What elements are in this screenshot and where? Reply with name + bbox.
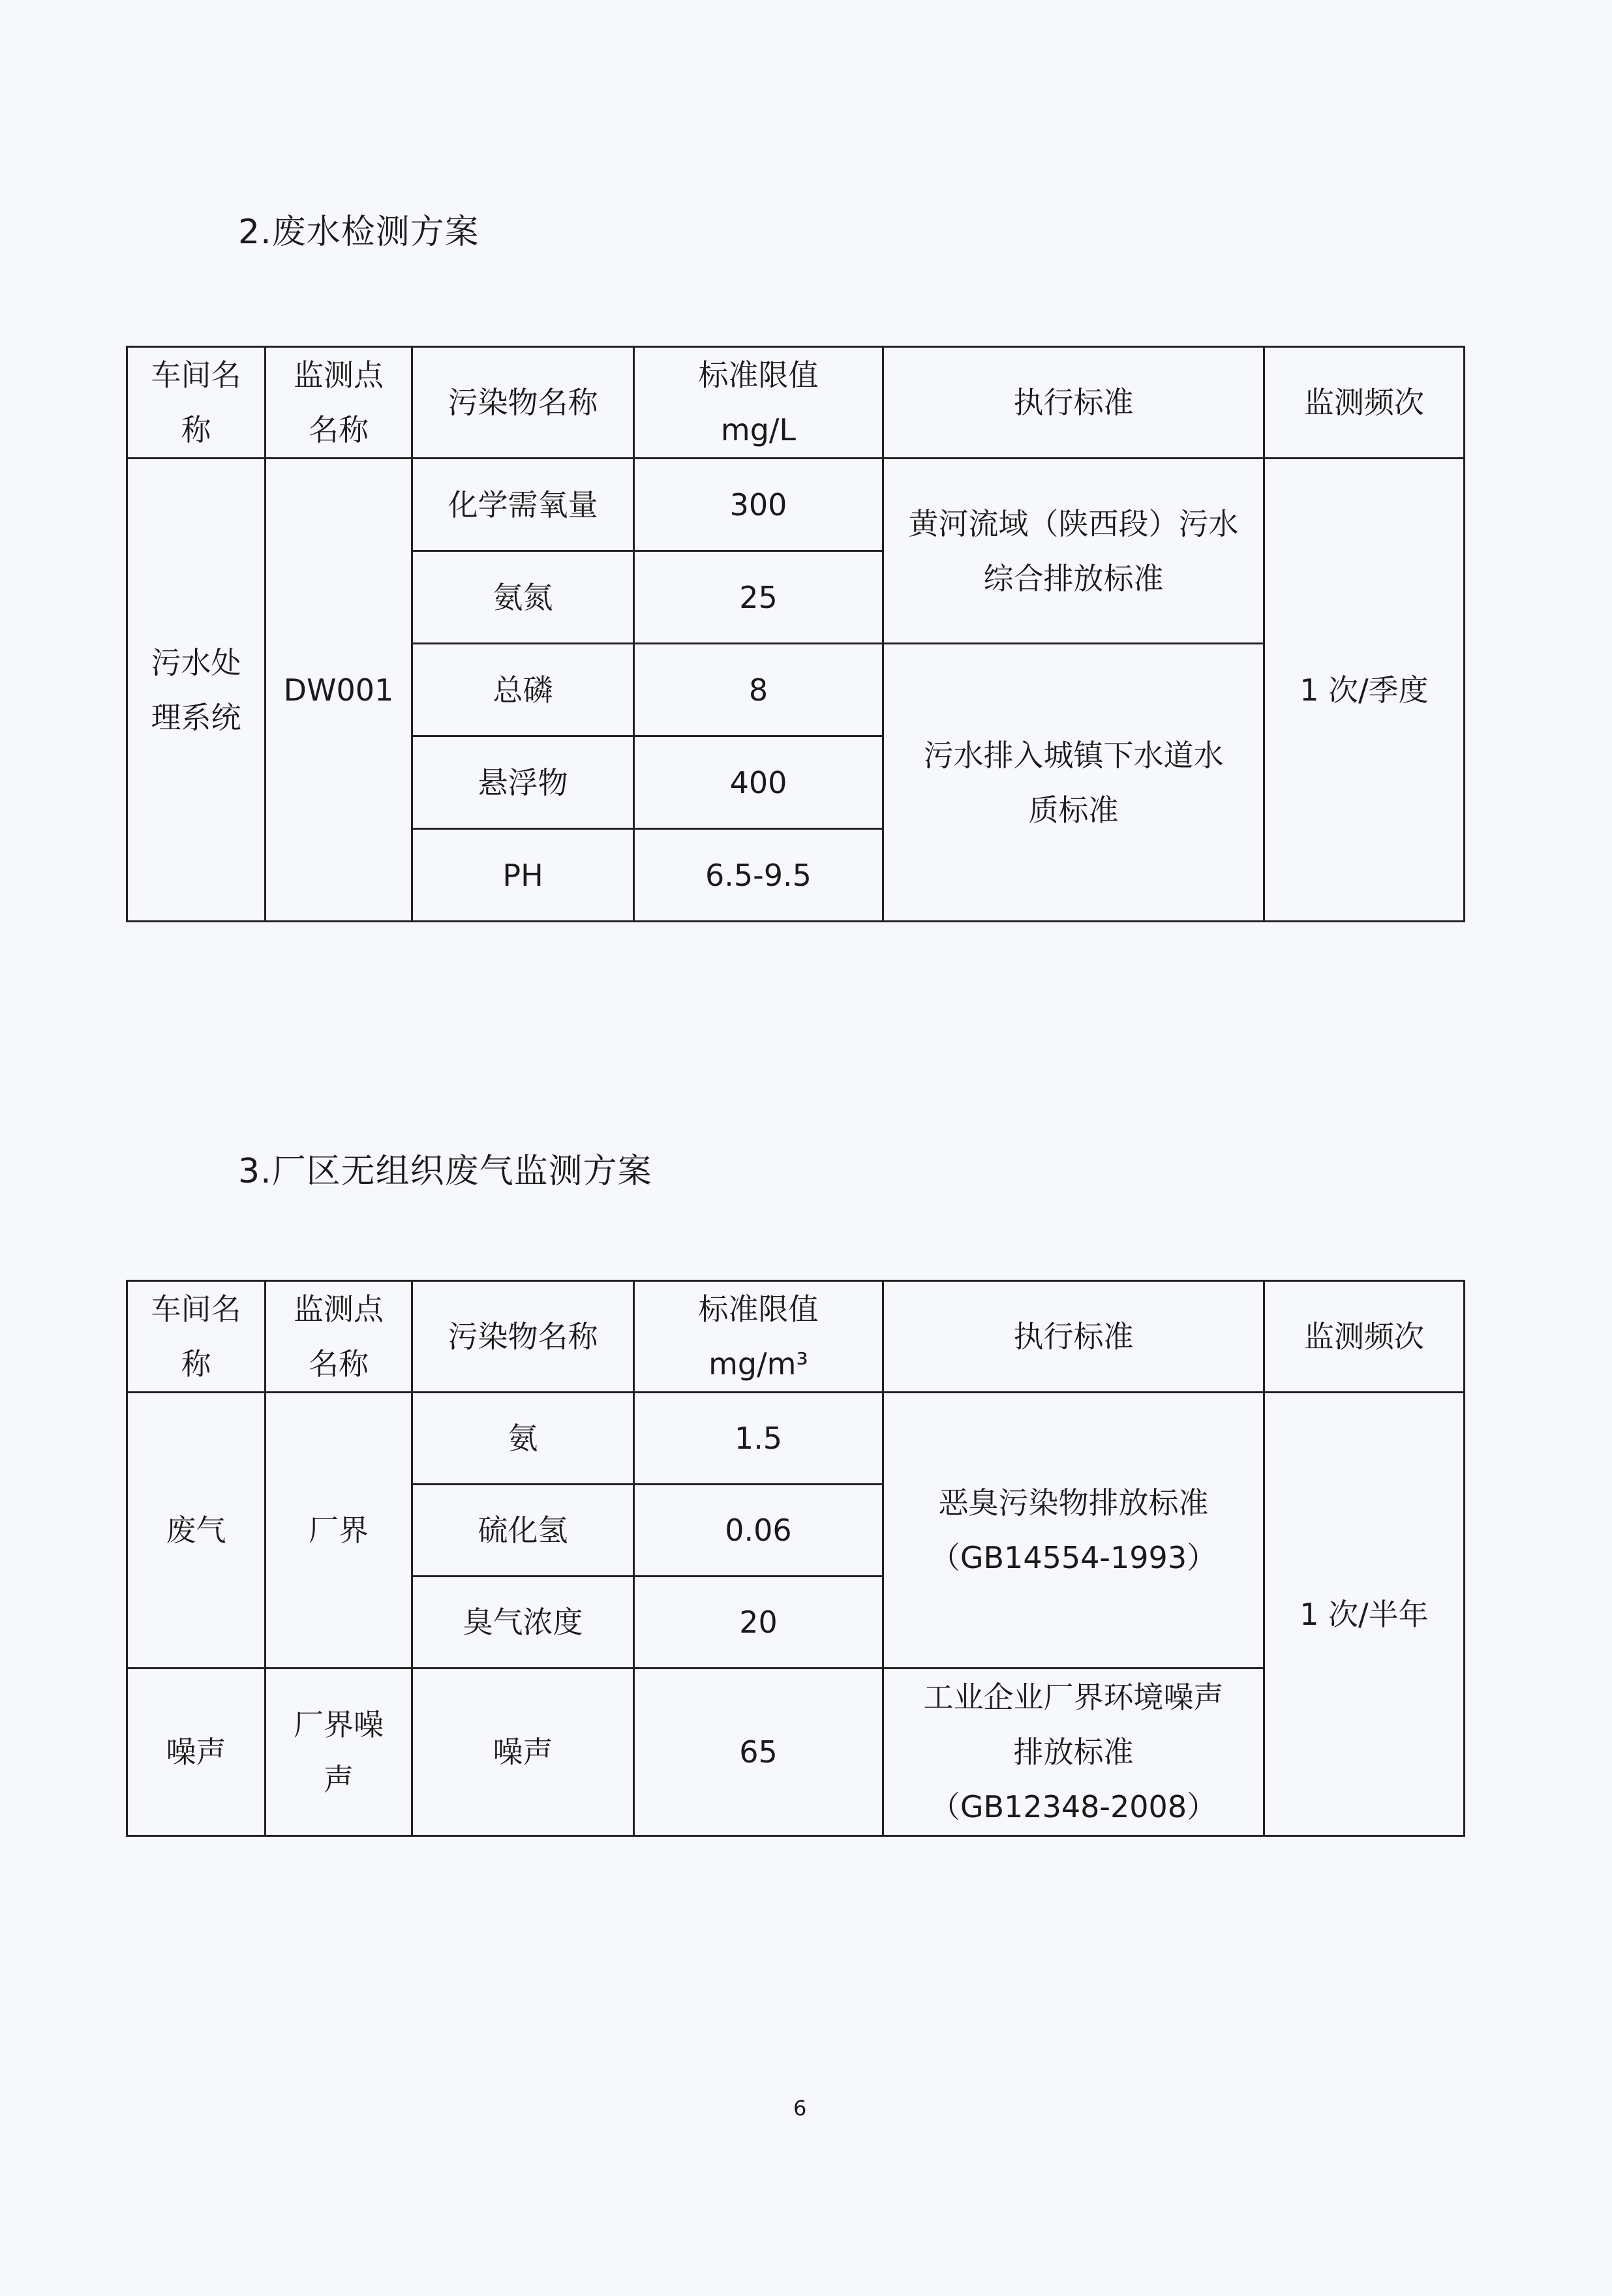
pollutant-cell: 悬浮物: [412, 736, 634, 829]
header-limit: 标准限值 mg/m³: [634, 1281, 883, 1393]
pollutant-cell: 硫化氢: [412, 1485, 634, 1577]
workshop-cell: 噪声: [127, 1669, 266, 1836]
frequency-cell: 1 次/季度: [1264, 459, 1465, 922]
monitoring-point-cell: 厂界: [266, 1393, 412, 1669]
limit-cell: 0.06: [634, 1485, 883, 1577]
wastewater-section-title: 2.废水检测方案: [238, 213, 479, 252]
header-pollutant: 污染物名称: [412, 1281, 634, 1393]
header-monitoring-point: 监测点 名称: [266, 347, 412, 459]
table-row: [127, 459, 1465, 551]
limit-cell: 20: [634, 1577, 883, 1669]
limit-cell: 6.5-9.5: [634, 829, 883, 922]
header-workshop: 车间名 称: [127, 1281, 266, 1393]
header-limit: 标准限值 mg/L: [634, 347, 883, 459]
pollutant-cell: 臭气浓度: [412, 1577, 634, 1669]
limit-cell: 65: [634, 1669, 883, 1836]
wastewater-monitoring-table: [126, 346, 1465, 922]
pollutant-cell: 噪声: [412, 1669, 634, 1836]
header-monitoring-point: 监测点 名称: [266, 1281, 412, 1393]
pollutant-cell: PH: [412, 829, 634, 922]
header-frequency: 监测频次: [1264, 1281, 1465, 1393]
header-workshop: 车间名 称: [127, 347, 266, 459]
limit-cell: 300: [634, 459, 883, 551]
pollutant-cell: 总磷: [412, 644, 634, 736]
page-number: 6: [793, 2096, 807, 2121]
header-standard: 执行标准: [883, 1281, 1264, 1393]
pollutant-cell: 氨氮: [412, 551, 634, 644]
limit-cell: 8: [634, 644, 883, 736]
limit-cell: 1.5: [634, 1393, 883, 1485]
frequency-cell: 1 次/半年: [1264, 1393, 1465, 1836]
standard-cell: 工业企业厂界环境噪声 排放标准 （GB12348-2008）: [883, 1669, 1264, 1836]
table-header-row: [127, 347, 1465, 459]
pollutant-cell: 氨: [412, 1393, 634, 1485]
table-header-row: [127, 1281, 1465, 1393]
pollutant-cell: 化学需氧量: [412, 459, 634, 551]
standard-cell: 恶臭污染物排放标准 （GB14554-1993）: [883, 1393, 1264, 1669]
header-pollutant: 污染物名称: [412, 347, 634, 459]
gas-section-title: 3.厂区无组织废气监测方案: [238, 1152, 652, 1191]
header-frequency: 监测频次: [1264, 347, 1465, 459]
standard-cell: 黄河流域（陕西段）污水 综合排放标准: [883, 459, 1264, 644]
table-row: [127, 1393, 1465, 1485]
monitoring-point-cell: DW001: [266, 459, 412, 922]
workshop-cell: 废气: [127, 1393, 266, 1669]
workshop-cell: 污水处 理系统: [127, 459, 266, 922]
standard-cell: 污水排入城镇下水道水 质标准: [883, 644, 1264, 922]
header-standard: 执行标准: [883, 347, 1264, 459]
limit-cell: 400: [634, 736, 883, 829]
limit-cell: 25: [634, 551, 883, 644]
gas-monitoring-table: [126, 1280, 1465, 1837]
monitoring-point-cell: 厂界噪 声: [266, 1669, 412, 1836]
table-row: [127, 1669, 1465, 1836]
